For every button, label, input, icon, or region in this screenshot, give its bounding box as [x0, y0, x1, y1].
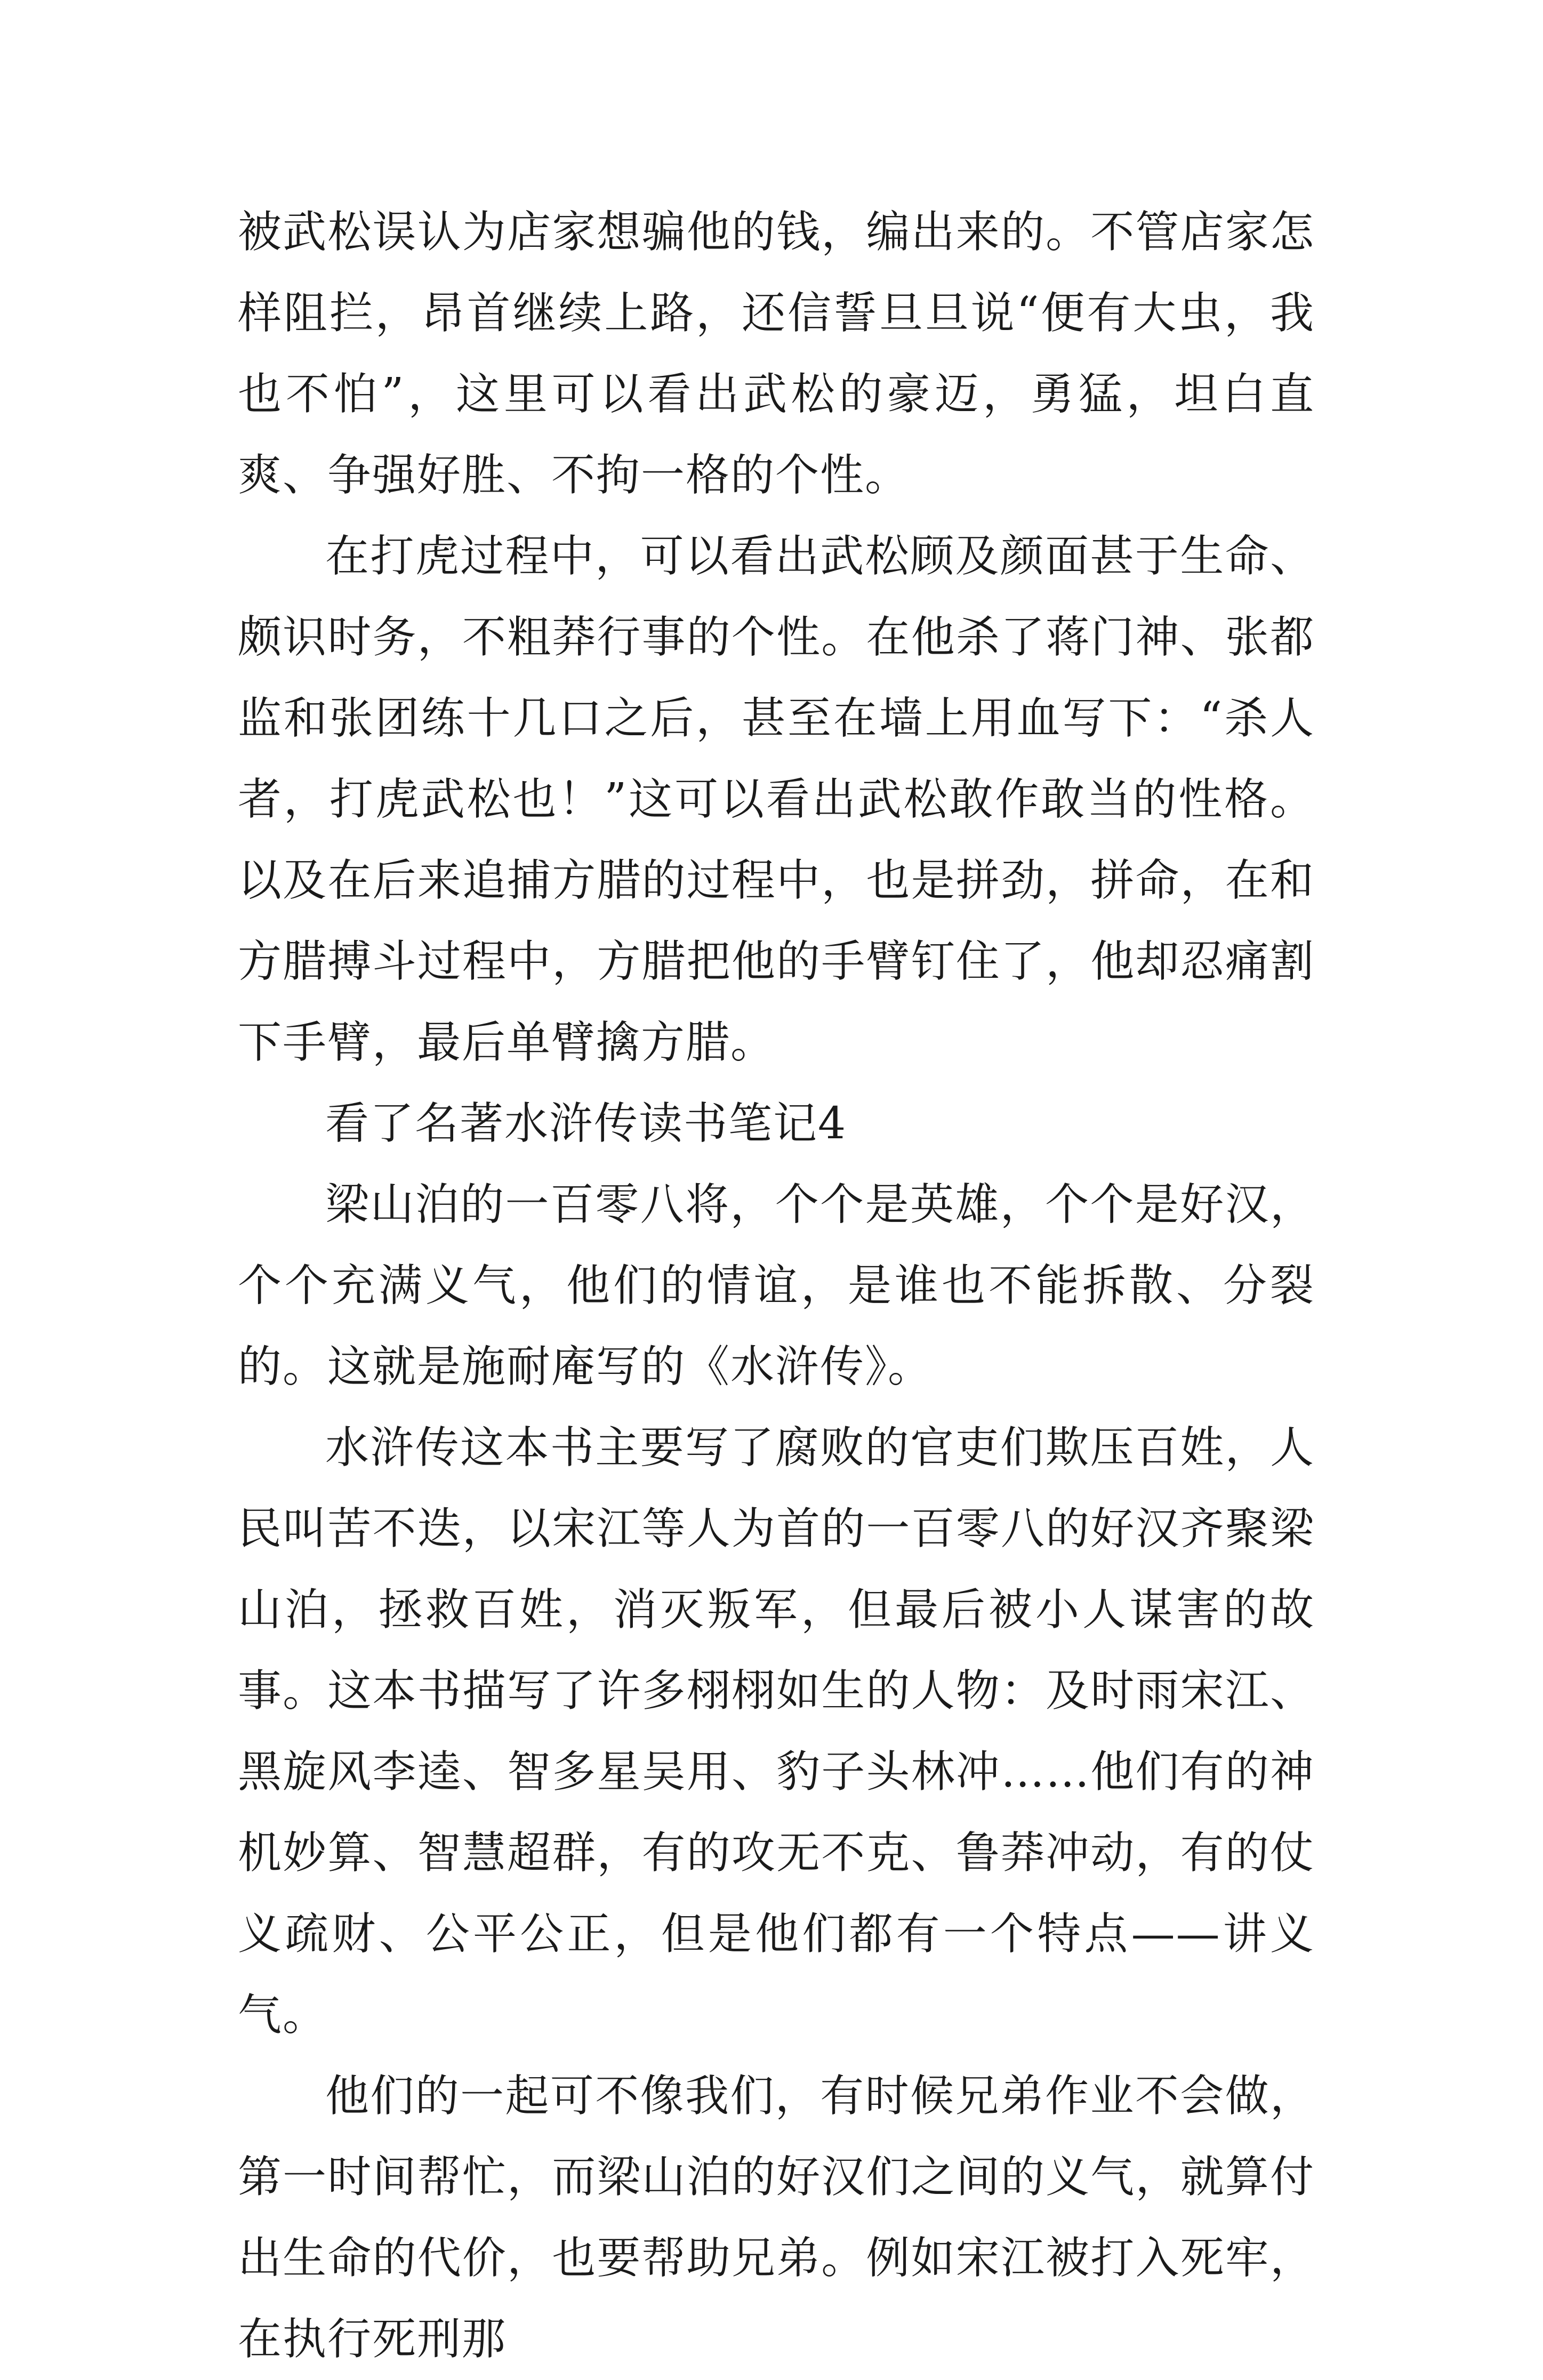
document-body [238, 192, 1315, 2380]
paragraph: 在打虎过程中，可以看出武松顾及颜面甚于生命、颇识时务，不粗莽行事的个性。在他杀了蒋门神、张都监和张团练十几口之后，甚至在墙上用血写下：“杀人者，打虎武松也！”这可以看出武松敢作敢当的性格。以及在后来追捕方腊的过程中，也是拼劲，拼命，在和方腊搏斗过程中，方腊把他的手臂钉住了，他却忍痛割下手臂，最后单臂擒方腊。 [238, 531, 1315, 1068]
paragraph: 水浒传这本书主要写了腐败的官吏们欺压百姓，人民叫苦不迭，以宋江等人为首的一百零八的好汉齐聚梁山泊，拯救百姓，消灭叛军，但最后被小人谋害的故事。这本书描写了许多栩栩如生的人物：及时雨宋江、黑旋风李逵、智多星吴用、豹子头林冲……他们有的神机妙算、智慧超群，有的攻无不克、鲁莽冲动，有的仗义疏财、公平公正，但是他们都有一个特点——讲义气。 [238, 1422, 1315, 2040]
paragraph: 他们的一起可不像我们，有时候兄弟作业不会做，第一时间帮忙，而梁山泊的好汉们之间的义气，就算付出生命的代价，也要帮助兄弟。例如宋江被打入死牢，在执行死刑那 [238, 2071, 1315, 2365]
paragraph: 梁山泊的一百零八将，个个是英雄，个个是好汉，个个充满义气，他们的情谊，是谁也不能拆散、分裂的。这就是施耐庵写的《水浒传》。 [238, 1179, 1315, 1392]
paragraph-continuation: 被武松误认为店家想骗他的钱，编出来的。不管店家怎样阻拦，昂首继续上路，还信誓旦旦说“便有大虫，我也不怕”，这里可以看出武松的豪迈，勇猛，坦白直爽、争强好胜、不拘一格的个性。 [238, 207, 1315, 501]
section-heading: 看了名著水浒传读书笔记4 [325, 1098, 847, 1149]
